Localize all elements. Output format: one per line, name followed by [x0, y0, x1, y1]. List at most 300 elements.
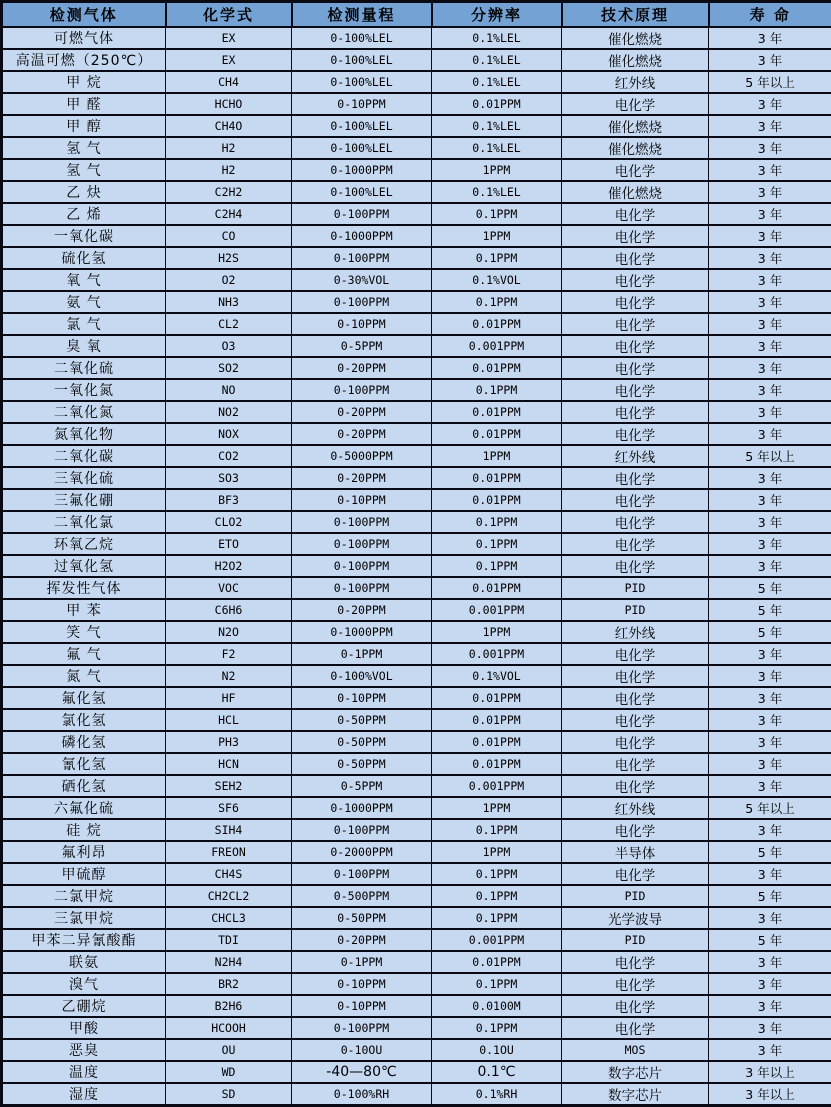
formula-cell: N2O [166, 621, 292, 643]
gas-name-cell: 挥发性气体 [2, 577, 166, 599]
lifespan-cell: 5 年以上 [709, 445, 831, 467]
gas-name-cell: 乙 烯 [2, 203, 166, 225]
formula-cell: CH2CL2 [166, 885, 292, 907]
principle-cell: 催化燃烧 [562, 49, 709, 71]
principle-cell: 催化燃烧 [562, 181, 709, 203]
resolution-cell: 1PPM [432, 797, 562, 819]
formula-cell: SF6 [166, 797, 292, 819]
principle-cell: 红外线 [562, 797, 709, 819]
range-cell: 0-30%VOL [292, 269, 432, 291]
resolution-cell: 0.01PPM [432, 401, 562, 423]
resolution-cell: 0.01PPM [432, 489, 562, 511]
formula-cell: BF3 [166, 489, 292, 511]
range-cell: 0-100PPM [292, 577, 432, 599]
gas-name-cell: 温度 [2, 1061, 166, 1083]
table-row [2, 1017, 831, 1039]
range-cell: 0-50PPM [292, 709, 432, 731]
table-row [2, 775, 831, 797]
lifespan-cell: 3 年 [709, 291, 831, 313]
range-cell: 0-50PPM [292, 731, 432, 753]
resolution-cell: 0.1PPM [432, 511, 562, 533]
principle-cell: 电化学 [562, 511, 709, 533]
resolution-cell: 0.001PPM [432, 775, 562, 797]
principle-cell: 光学波导 [562, 907, 709, 929]
resolution-cell: 0.1%LEL [432, 181, 562, 203]
principle-cell: 电化学 [562, 291, 709, 313]
table-row [2, 753, 831, 775]
table-row [2, 555, 831, 577]
principle-cell: 红外线 [562, 71, 709, 93]
header-resolution: 分辨率 [432, 2, 562, 27]
range-cell: 0-5PPM [292, 775, 432, 797]
gas-name-cell: 甲 醇 [2, 115, 166, 137]
resolution-cell: 0.001PPM [432, 599, 562, 621]
table-row [2, 489, 831, 511]
resolution-cell: 0.1%RH [432, 1083, 562, 1106]
gas-name-cell: 联氨 [2, 951, 166, 973]
resolution-cell: 0.01PPM [432, 709, 562, 731]
principle-cell: 电化学 [562, 159, 709, 181]
range-cell: 0-20PPM [292, 401, 432, 423]
formula-cell: VOC [166, 577, 292, 599]
principle-cell: 催化燃烧 [562, 27, 709, 49]
table-row [2, 115, 831, 137]
header-range: 检测量程 [292, 2, 432, 27]
resolution-cell: 0.1%LEL [432, 71, 562, 93]
resolution-cell: 0.1PPM [432, 203, 562, 225]
table-row [2, 203, 831, 225]
range-cell: 0-100PPM [292, 291, 432, 313]
formula-cell: F2 [166, 643, 292, 665]
table-row [2, 1083, 831, 1106]
range-cell: 0-10PPM [292, 687, 432, 709]
resolution-cell: 0.001PPM [432, 929, 562, 951]
resolution-cell: 0.0100M [432, 995, 562, 1017]
lifespan-cell: 5 年 [709, 885, 831, 907]
range-cell: 0-100%LEL [292, 115, 432, 137]
principle-cell: 数字芯片 [562, 1083, 709, 1106]
lifespan-cell: 3 年 [709, 93, 831, 115]
table-row [2, 709, 831, 731]
resolution-cell: 1PPM [432, 225, 562, 247]
lifespan-cell: 3 年 [709, 907, 831, 929]
resolution-cell: 0.001PPM [432, 335, 562, 357]
principle-cell: 数字芯片 [562, 1061, 709, 1083]
header-lifespan: 寿 命 [709, 2, 831, 27]
gas-name-cell: 甲酸 [2, 1017, 166, 1039]
principle-cell: 电化学 [562, 247, 709, 269]
lifespan-cell: 3 年 [709, 225, 831, 247]
formula-cell: H2O2 [166, 555, 292, 577]
table-row [2, 533, 831, 555]
table-row [2, 511, 831, 533]
principle-cell: 电化学 [562, 357, 709, 379]
range-cell: 0-20PPM [292, 929, 432, 951]
resolution-cell: 0.1PPM [432, 863, 562, 885]
lifespan-cell: 3 年以上 [709, 1083, 831, 1106]
formula-cell: HCOOH [166, 1017, 292, 1039]
range-cell: 0-100%LEL [292, 49, 432, 71]
formula-cell: N2H4 [166, 951, 292, 973]
principle-cell: 电化学 [562, 423, 709, 445]
table-row [2, 159, 831, 181]
resolution-cell: 0.1%LEL [432, 115, 562, 137]
range-cell: 0-1000PPM [292, 797, 432, 819]
lifespan-cell: 3 年 [709, 423, 831, 445]
lifespan-cell: 3 年 [709, 313, 831, 335]
principle-cell: 电化学 [562, 863, 709, 885]
formula-cell: NO2 [166, 401, 292, 423]
principle-cell: MOS [562, 1039, 709, 1061]
lifespan-cell: 3 年 [709, 775, 831, 797]
range-cell: 0-5000PPM [292, 445, 432, 467]
lifespan-cell: 3 年 [709, 401, 831, 423]
gas-name-cell: 六氟化硫 [2, 797, 166, 819]
range-cell: 0-50PPM [292, 907, 432, 929]
lifespan-cell: 5 年 [709, 599, 831, 621]
gas-name-cell: 湿度 [2, 1083, 166, 1106]
gas-name-cell: 甲 苯 [2, 599, 166, 621]
table-row [2, 621, 831, 643]
lifespan-cell: 3 年 [709, 335, 831, 357]
lifespan-cell: 5 年 [709, 621, 831, 643]
range-cell: 0-10PPM [292, 93, 432, 115]
formula-cell: CHCL3 [166, 907, 292, 929]
formula-cell: H2S [166, 247, 292, 269]
lifespan-cell: 3 年 [709, 511, 831, 533]
gas-name-cell: 氯 气 [2, 313, 166, 335]
header-row [2, 2, 831, 27]
gas-name-cell: 一氧化碳 [2, 225, 166, 247]
gas-name-cell: 二氧化氯 [2, 511, 166, 533]
table-row [2, 467, 831, 489]
lifespan-cell: 3 年以上 [709, 1061, 831, 1083]
resolution-cell: 0.1PPM [432, 1017, 562, 1039]
resolution-cell: 0.1PPM [432, 885, 562, 907]
gas-name-cell: 溴气 [2, 973, 166, 995]
table-row [2, 1061, 831, 1083]
gas-name-cell: 三氯甲烷 [2, 907, 166, 929]
resolution-cell: 0.1%LEL [432, 27, 562, 49]
resolution-cell: 1PPM [432, 841, 562, 863]
table-row [2, 313, 831, 335]
table-row [2, 665, 831, 687]
resolution-cell: 0.1%VOL [432, 269, 562, 291]
principle-cell: 红外线 [562, 445, 709, 467]
range-cell: 0-1PPM [292, 643, 432, 665]
principle-cell: 电化学 [562, 665, 709, 687]
header-formula: 化学式 [166, 2, 292, 27]
formula-cell: O2 [166, 269, 292, 291]
range-cell: 0-2000PPM [292, 841, 432, 863]
header-gas-name: 检测气体 [2, 2, 166, 27]
formula-cell: SO2 [166, 357, 292, 379]
range-cell: 0-10PPM [292, 995, 432, 1017]
table-row [2, 269, 831, 291]
range-cell: 0-10PPM [292, 313, 432, 335]
table-row [2, 907, 831, 929]
resolution-cell: 1PPM [432, 445, 562, 467]
principle-cell: 电化学 [562, 203, 709, 225]
formula-cell: H2 [166, 159, 292, 181]
range-cell: 0-5PPM [292, 335, 432, 357]
header-principle: 技术原理 [562, 2, 709, 27]
table-row [2, 225, 831, 247]
principle-cell: 电化学 [562, 379, 709, 401]
lifespan-cell: 5 年以上 [709, 71, 831, 93]
principle-cell: 电化学 [562, 335, 709, 357]
resolution-cell: 0.1PPM [432, 973, 562, 995]
formula-cell: NOX [166, 423, 292, 445]
lifespan-cell: 3 年 [709, 1039, 831, 1061]
range-cell: 0-20PPM [292, 357, 432, 379]
resolution-cell: 0.1PPM [432, 555, 562, 577]
principle-cell: 电化学 [562, 401, 709, 423]
lifespan-cell: 3 年 [709, 731, 831, 753]
table-row [2, 841, 831, 863]
table-row [2, 181, 831, 203]
table-row [2, 819, 831, 841]
range-cell: 0-100PPM [292, 247, 432, 269]
formula-cell: TDI [166, 929, 292, 951]
resolution-cell: 0.1%LEL [432, 137, 562, 159]
lifespan-cell: 3 年 [709, 819, 831, 841]
gas-name-cell: 乙 炔 [2, 181, 166, 203]
range-cell: 0-100%LEL [292, 181, 432, 203]
principle-cell: 催化燃烧 [562, 115, 709, 137]
table-row [2, 731, 831, 753]
formula-cell: NO [166, 379, 292, 401]
gas-name-cell: 可燃气体 [2, 27, 166, 49]
formula-cell: CH4O [166, 115, 292, 137]
formula-cell: N2 [166, 665, 292, 687]
table-row [2, 973, 831, 995]
formula-cell: CH4S [166, 863, 292, 885]
range-cell: -40—80℃ [292, 1061, 432, 1083]
gas-name-cell: 臭 氧 [2, 335, 166, 357]
lifespan-cell: 3 年 [709, 709, 831, 731]
principle-cell: 电化学 [562, 819, 709, 841]
lifespan-cell: 3 年 [709, 951, 831, 973]
formula-cell: WD [166, 1061, 292, 1083]
gas-name-cell: 甲硫醇 [2, 863, 166, 885]
principle-cell: 电化学 [562, 467, 709, 489]
formula-cell: C6H6 [166, 599, 292, 621]
formula-cell: HCL [166, 709, 292, 731]
resolution-cell: 0.01PPM [432, 357, 562, 379]
range-cell: 0-10OU [292, 1039, 432, 1061]
gas-name-cell: 甲苯二异氰酸酯 [2, 929, 166, 951]
lifespan-cell: 3 年 [709, 203, 831, 225]
gas-name-cell: 甲 醛 [2, 93, 166, 115]
lifespan-cell: 3 年 [709, 357, 831, 379]
table-row [2, 27, 831, 49]
gas-name-cell: 氰化氢 [2, 753, 166, 775]
lifespan-cell: 5 年 [709, 841, 831, 863]
lifespan-cell: 3 年 [709, 379, 831, 401]
lifespan-cell: 3 年 [709, 753, 831, 775]
resolution-cell: 0.1℃ [432, 1061, 562, 1083]
range-cell: 0-100%LEL [292, 27, 432, 49]
principle-cell: PID [562, 577, 709, 599]
formula-cell: ETO [166, 533, 292, 555]
table-row [2, 291, 831, 313]
gas-name-cell: 氢 气 [2, 159, 166, 181]
principle-cell: 电化学 [562, 225, 709, 247]
principle-cell: 电化学 [562, 533, 709, 555]
formula-cell: CLO2 [166, 511, 292, 533]
principle-cell: PID [562, 599, 709, 621]
range-cell: 0-500PPM [292, 885, 432, 907]
gas-name-cell: 氟 气 [2, 643, 166, 665]
gas-name-cell: 氮氧化物 [2, 423, 166, 445]
lifespan-cell: 3 年 [709, 665, 831, 687]
lifespan-cell: 3 年 [709, 687, 831, 709]
table-row [2, 687, 831, 709]
principle-cell: 红外线 [562, 621, 709, 643]
lifespan-cell: 3 年 [709, 489, 831, 511]
table-row [2, 423, 831, 445]
lifespan-cell: 5 年以上 [709, 797, 831, 819]
range-cell: 0-100%LEL [292, 71, 432, 93]
table-row [2, 49, 831, 71]
lifespan-cell: 3 年 [709, 269, 831, 291]
gas-name-cell: 高温可燃（250℃） [2, 49, 166, 71]
principle-cell: 电化学 [562, 93, 709, 115]
gas-name-cell: 氢 气 [2, 137, 166, 159]
lifespan-cell: 3 年 [709, 467, 831, 489]
formula-cell: BR2 [166, 973, 292, 995]
range-cell: 0-100PPM [292, 863, 432, 885]
table-row [2, 357, 831, 379]
range-cell: 0-100PPM [292, 203, 432, 225]
principle-cell: 电化学 [562, 489, 709, 511]
table-row [2, 445, 831, 467]
formula-cell: HF [166, 687, 292, 709]
formula-cell: SD [166, 1083, 292, 1106]
resolution-cell: 0.1PPM [432, 907, 562, 929]
principle-cell: PID [562, 885, 709, 907]
gas-name-cell: 笑 气 [2, 621, 166, 643]
gas-name-cell: 过氧化氢 [2, 555, 166, 577]
resolution-cell: 0.1%VOL [432, 665, 562, 687]
gas-name-cell: 氧 气 [2, 269, 166, 291]
lifespan-cell: 3 年 [709, 49, 831, 71]
formula-cell: C2H2 [166, 181, 292, 203]
resolution-cell: 0.01PPM [432, 951, 562, 973]
table-row [2, 93, 831, 115]
formula-cell: EX [166, 27, 292, 49]
lifespan-cell: 3 年 [709, 159, 831, 181]
range-cell: 0-100%LEL [292, 137, 432, 159]
gas-name-cell: 乙硼烷 [2, 995, 166, 1017]
gas-name-cell: 硒化氢 [2, 775, 166, 797]
lifespan-cell: 3 年 [709, 973, 831, 995]
lifespan-cell: 3 年 [709, 181, 831, 203]
lifespan-cell: 3 年 [709, 555, 831, 577]
gas-name-cell: 氟化氢 [2, 687, 166, 709]
lifespan-cell: 3 年 [709, 115, 831, 137]
table-row [2, 951, 831, 973]
lifespan-cell: 3 年 [709, 27, 831, 49]
range-cell: 0-100PPM [292, 1017, 432, 1039]
gas-name-cell: 一氧化氮 [2, 379, 166, 401]
range-cell: 0-10PPM [292, 973, 432, 995]
formula-cell: HCHO [166, 93, 292, 115]
range-cell: 0-50PPM [292, 753, 432, 775]
formula-cell: FREON [166, 841, 292, 863]
formula-cell: CO2 [166, 445, 292, 467]
resolution-cell: 0.1PPM [432, 819, 562, 841]
resolution-cell: 0.001PPM [432, 643, 562, 665]
range-cell: 0-20PPM [292, 467, 432, 489]
range-cell: 0-1000PPM [292, 159, 432, 181]
resolution-cell: 1PPM [432, 621, 562, 643]
gas-name-cell: 硅 烷 [2, 819, 166, 841]
table-row [2, 379, 831, 401]
formula-cell: NH3 [166, 291, 292, 313]
range-cell: 0-20PPM [292, 599, 432, 621]
formula-cell: SEH2 [166, 775, 292, 797]
range-cell: 0-1000PPM [292, 225, 432, 247]
lifespan-cell: 3 年 [709, 643, 831, 665]
principle-cell: 电化学 [562, 753, 709, 775]
resolution-cell: 0.01PPM [432, 577, 562, 599]
formula-cell: C2H4 [166, 203, 292, 225]
gas-name-cell: 二氧化氮 [2, 401, 166, 423]
gas-name-cell: 恶臭 [2, 1039, 166, 1061]
principle-cell: 电化学 [562, 951, 709, 973]
formula-cell: B2H6 [166, 995, 292, 1017]
gas-name-cell: 二氯甲烷 [2, 885, 166, 907]
formula-cell: CH4 [166, 71, 292, 93]
range-cell: 0-100PPM [292, 555, 432, 577]
lifespan-cell: 3 年 [709, 995, 831, 1017]
lifespan-cell: 3 年 [709, 1017, 831, 1039]
formula-cell: OU [166, 1039, 292, 1061]
lifespan-cell: 3 年 [709, 137, 831, 159]
principle-cell: 电化学 [562, 775, 709, 797]
range-cell: 0-100PPM [292, 511, 432, 533]
table-row [2, 401, 831, 423]
principle-cell: 电化学 [562, 709, 709, 731]
resolution-cell: 1PPM [432, 159, 562, 181]
resolution-cell: 0.1OU [432, 1039, 562, 1061]
formula-cell: CL2 [166, 313, 292, 335]
table-row [2, 247, 831, 269]
lifespan-cell: 5 年 [709, 929, 831, 951]
table-row [2, 885, 831, 907]
gas-name-cell: 氨 气 [2, 291, 166, 313]
table-row [2, 137, 831, 159]
table-row [2, 1039, 831, 1061]
gas-name-cell: 三氟化硼 [2, 489, 166, 511]
resolution-cell: 0.1%LEL [432, 49, 562, 71]
table-row [2, 863, 831, 885]
principle-cell: 电化学 [562, 731, 709, 753]
resolution-cell: 0.01PPM [432, 467, 562, 489]
range-cell: 0-100PPM [292, 379, 432, 401]
principle-cell: 电化学 [562, 643, 709, 665]
gas-name-cell: 二氧化碳 [2, 445, 166, 467]
range-cell: 0-100PPM [292, 533, 432, 555]
formula-cell: H2 [166, 137, 292, 159]
range-cell: 0-100%RH [292, 1083, 432, 1106]
range-cell: 0-10PPM [292, 489, 432, 511]
principle-cell: 电化学 [562, 313, 709, 335]
table-row [2, 995, 831, 1017]
range-cell: 0-1000PPM [292, 621, 432, 643]
